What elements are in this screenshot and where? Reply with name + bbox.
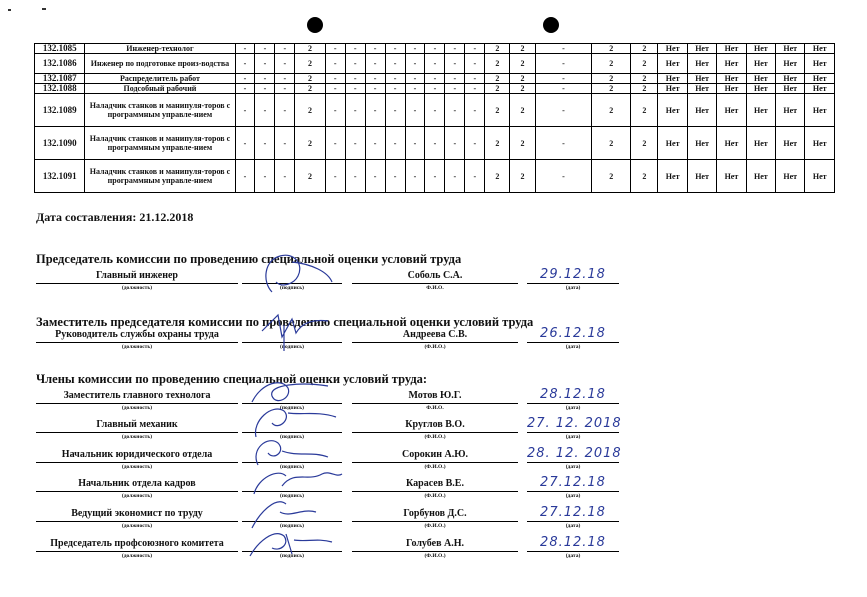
table-row: [35, 74, 835, 84]
table-cell: Нет: [658, 94, 687, 127]
table-cell: -: [275, 84, 295, 94]
table-cell: Нет: [776, 160, 805, 193]
table-row: [35, 127, 835, 160]
table-cell: Нет: [717, 84, 746, 94]
table-cell: -: [365, 84, 385, 94]
table-cell: -: [535, 160, 592, 193]
person-name: Карасев В.Е.: [406, 478, 464, 489]
deputy-title: Заместитель председателя комиссии по проведению специальной оценки условий труда: [36, 315, 534, 329]
results-table: [34, 43, 835, 193]
table-cell: 2: [295, 54, 325, 74]
table-cell: 2: [485, 54, 510, 74]
table-cell: -: [535, 74, 592, 84]
table-cell: Нет: [658, 44, 687, 54]
table-cell: Нет: [746, 94, 775, 127]
table-cell: 2: [592, 94, 631, 127]
table-cell: 2: [485, 127, 510, 160]
date-compiled: Дата составления: 21.12.2018: [36, 210, 194, 224]
table-cell: -: [465, 127, 485, 160]
table-row: [35, 44, 835, 54]
table-cell: -: [325, 74, 345, 84]
row-code: 132.1091: [35, 160, 85, 193]
person-name: Круглов В.О.: [405, 419, 465, 430]
table-cell: -: [345, 54, 365, 74]
table-cell: -: [425, 160, 445, 193]
caption-fio: (Ф.И.О.): [424, 523, 446, 529]
caption-position: (должность): [121, 523, 153, 529]
caption-date: (дата): [565, 344, 581, 350]
caption-date: (дата): [565, 464, 581, 470]
table-cell: -: [535, 127, 592, 160]
signature-image: [232, 311, 352, 359]
table-cell: Нет: [687, 44, 716, 54]
table-cell: Нет: [746, 44, 775, 54]
table-cell: Нет: [805, 54, 835, 74]
table-cell: Нет: [717, 54, 746, 74]
table-row: [35, 84, 835, 94]
table-cell: -: [235, 160, 255, 193]
table-cell: Нет: [776, 54, 805, 74]
sign-date: 29.12.18: [540, 267, 606, 282]
table-cell: 2: [510, 74, 535, 84]
table-cell: -: [425, 94, 445, 127]
table-cell: -: [235, 74, 255, 84]
table-cell: Нет: [658, 54, 687, 74]
sign-date: 28.12.18: [540, 387, 606, 402]
caption-signature: (подпись): [280, 285, 304, 291]
table-cell: -: [275, 54, 295, 74]
table-cell: 2: [295, 127, 325, 160]
table-cell: Нет: [687, 160, 716, 193]
table-cell: 2: [510, 44, 535, 54]
table-cell: -: [445, 84, 465, 94]
sign-date: 27.12.18: [540, 505, 606, 520]
caption-position: (должность): [121, 344, 153, 350]
table-cell: -: [465, 54, 485, 74]
table-cell: 2: [510, 94, 535, 127]
row-code: 132.1090: [35, 127, 85, 160]
caption-fio: Ф.И.О.: [426, 285, 444, 291]
member-signature-row: [0, 387, 867, 420]
caption-position: (должность): [121, 405, 153, 411]
members-title: Члены комиссии по проведению специальной оценки условий труда:: [36, 372, 428, 386]
sign-date: 28. 12. 2018: [527, 446, 622, 461]
table-cell: Нет: [805, 160, 835, 193]
table-cell: 2: [295, 94, 325, 127]
caption-signature: (подпись): [280, 464, 304, 470]
table-cell: Нет: [746, 84, 775, 94]
table-cell: -: [275, 127, 295, 160]
table-cell: -: [235, 54, 255, 74]
table-cell: -: [425, 74, 445, 84]
position: Заместитель главного технолога: [63, 390, 211, 401]
caption-fio: Ф.И.О.: [426, 405, 444, 411]
table-cell: -: [275, 94, 295, 127]
table-cell: -: [405, 74, 425, 84]
table-cell: 2: [631, 54, 658, 74]
table-cell: 2: [485, 84, 510, 94]
table-cell: -: [365, 74, 385, 84]
table-cell: -: [425, 54, 445, 74]
table-cell: -: [405, 54, 425, 74]
chair-title: Председатель комиссии по проведению специальной оценки условий труда: [36, 252, 462, 266]
table-cell: Нет: [717, 94, 746, 127]
table-row: [35, 160, 835, 193]
table-cell: -: [235, 94, 255, 127]
caption-date: (дата): [565, 493, 581, 499]
table-cell: -: [325, 160, 345, 193]
table-cell: Нет: [776, 94, 805, 127]
table-cell: -: [535, 84, 592, 94]
table-cell: -: [405, 44, 425, 54]
table-cell: 2: [510, 54, 535, 74]
row-job-title: Наладчик станков и манипуля-торов с программным управле-нием: [85, 160, 235, 193]
table-cell: Нет: [776, 127, 805, 160]
table-cell: -: [465, 84, 485, 94]
table-cell: -: [275, 44, 295, 54]
row-job-title: Инженер-технолог: [85, 44, 235, 54]
table-cell: -: [445, 54, 465, 74]
table-cell: 2: [485, 74, 510, 84]
caption-position: (должность): [121, 493, 153, 499]
caption-signature: (подпись): [280, 493, 304, 499]
sign-date: 27. 12. 2018: [527, 416, 622, 431]
caption-date: (дата): [565, 405, 581, 411]
table-cell: -: [325, 127, 345, 160]
caption-fio: (Ф.И.О.): [424, 553, 446, 559]
table-cell: Нет: [717, 127, 746, 160]
caption-fio: (Ф.И.О.): [424, 434, 446, 440]
table-cell: -: [255, 74, 275, 84]
person-name: Сорокин А.Ю.: [401, 449, 469, 460]
table-cell: -: [535, 94, 592, 127]
table-cell: -: [385, 84, 405, 94]
table-cell: -: [425, 84, 445, 94]
table-cell: Нет: [805, 127, 835, 160]
person-name: Мотов Ю.Г.: [408, 390, 462, 401]
punch-hole-left: [307, 17, 323, 33]
row-code: 132.1085: [35, 44, 85, 54]
table-cell: -: [365, 54, 385, 74]
sign-date: 27.12.18: [540, 475, 606, 490]
table-cell: Нет: [746, 160, 775, 193]
table-cell: 2: [592, 44, 631, 54]
table-cell: -: [445, 127, 465, 160]
table-cell: 2: [631, 127, 658, 160]
caption-position: (должность): [121, 434, 153, 440]
table-cell: -: [345, 84, 365, 94]
table-cell: -: [255, 94, 275, 127]
table-cell: -: [465, 74, 485, 84]
table-cell: Нет: [805, 94, 835, 127]
caption-signature: (подпись): [280, 434, 304, 440]
table-cell: Нет: [717, 44, 746, 54]
table-cell: Нет: [776, 44, 805, 54]
table-cell: 2: [295, 74, 325, 84]
table-cell: Нет: [717, 74, 746, 84]
caption-date: (дата): [565, 523, 581, 529]
table-cell: Нет: [805, 84, 835, 94]
caption-signature: (подпись): [280, 344, 304, 350]
table-cell: -: [445, 44, 465, 54]
position: Главный инженер: [96, 270, 178, 281]
table-cell: 2: [485, 44, 510, 54]
caption-fio: (Ф.И.О.): [424, 344, 446, 350]
table-cell: -: [465, 160, 485, 193]
table-cell: Нет: [687, 54, 716, 74]
table-cell: 2: [631, 94, 658, 127]
table-cell: -: [235, 44, 255, 54]
table-cell: Нет: [805, 74, 835, 84]
scan-mark: [8, 9, 11, 11]
member-signature-row: [0, 535, 867, 568]
table-row: [35, 94, 835, 127]
table-cell: Нет: [658, 160, 687, 193]
table-cell: Нет: [687, 94, 716, 127]
table-cell: 2: [592, 127, 631, 160]
table-cell: Нет: [687, 84, 716, 94]
row-job-title: Наладчик станков и манипуля-торов с программным управле-нием: [85, 94, 235, 127]
person-name: Голубев А.Н.: [405, 538, 465, 549]
caption-fio: (Ф.И.О.): [424, 493, 446, 499]
table-cell: 2: [485, 94, 510, 127]
table-cell: -: [275, 160, 295, 193]
deputy-signature-row: [0, 326, 867, 359]
table-cell: 2: [295, 160, 325, 193]
table-cell: Нет: [687, 127, 716, 160]
table-cell: -: [405, 127, 425, 160]
caption-signature: (подпись): [280, 523, 304, 529]
table-cell: 2: [631, 74, 658, 84]
punch-hole-right: [543, 17, 559, 33]
table-cell: -: [235, 84, 255, 94]
position: Ведущий экономист по труду: [71, 508, 203, 519]
row-code: 132.1087: [35, 74, 85, 84]
position: Начальник отдела кадров: [78, 478, 196, 489]
table-cell: -: [465, 44, 485, 54]
table-cell: -: [235, 127, 255, 160]
table-cell: -: [275, 74, 295, 84]
table-cell: 2: [510, 127, 535, 160]
caption-date: (дата): [565, 553, 581, 559]
table-cell: -: [445, 160, 465, 193]
sign-date: 26.12.18: [540, 326, 606, 341]
table-cell: 2: [631, 84, 658, 94]
table-cell: -: [405, 94, 425, 127]
table-cell: -: [345, 74, 365, 84]
table-cell: -: [405, 84, 425, 94]
chair-signature-row: [0, 267, 867, 300]
table-cell: Нет: [776, 84, 805, 94]
caption-position: (должность): [121, 464, 153, 470]
caption-signature: (подпись): [280, 553, 304, 559]
row-job-title: Инженер по подготовке произ-водства: [85, 54, 235, 74]
table-cell: -: [255, 160, 275, 193]
table-cell: -: [345, 160, 365, 193]
table-cell: -: [325, 44, 345, 54]
table-cell: -: [385, 74, 405, 84]
caption-date: (дата): [565, 285, 581, 291]
caption-position: (должность): [121, 553, 153, 559]
table-cell: Нет: [658, 84, 687, 94]
table-cell: -: [345, 44, 365, 54]
table-cell: -: [445, 74, 465, 84]
scan-mark: [42, 8, 46, 10]
caption-position: (должность): [121, 285, 153, 291]
table-cell: Нет: [717, 160, 746, 193]
person-name: Соболь С.А.: [407, 270, 463, 281]
table-cell: -: [425, 127, 445, 160]
signature-image: [232, 520, 352, 568]
table-cell: -: [345, 94, 365, 127]
table-cell: -: [365, 94, 385, 127]
person-name: Андреева С.В.: [402, 329, 468, 340]
member-signature-row: [0, 475, 867, 508]
table-cell: Нет: [658, 74, 687, 84]
table-cell: -: [385, 44, 405, 54]
caption-date: (дата): [565, 434, 581, 440]
sign-date: 28.12.18: [540, 535, 606, 550]
table-cell: 2: [510, 160, 535, 193]
position: Главный механик: [96, 419, 178, 430]
member-signature-row: [0, 505, 867, 538]
table-cell: Нет: [776, 74, 805, 84]
position: Начальник юридического отдела: [61, 449, 213, 460]
row-code: 132.1088: [35, 84, 85, 94]
position: Руководитель службы охраны труда: [55, 329, 219, 340]
position: Председатель профсоюзного комитета: [50, 538, 224, 549]
table-cell: 2: [510, 84, 535, 94]
table-cell: -: [385, 160, 405, 193]
table-cell: -: [385, 127, 405, 160]
member-signature-row: [0, 446, 867, 479]
table-cell: 2: [295, 44, 325, 54]
table-cell: -: [325, 94, 345, 127]
table-cell: Нет: [746, 74, 775, 84]
table-cell: 2: [592, 84, 631, 94]
signature-image: [232, 252, 352, 300]
table-row: [35, 54, 835, 74]
table-cell: -: [425, 44, 445, 54]
table-cell: 2: [631, 44, 658, 54]
table-cell: 2: [485, 160, 510, 193]
table-cell: 2: [631, 160, 658, 193]
table-cell: -: [255, 84, 275, 94]
table-cell: -: [325, 54, 345, 74]
table-cell: -: [365, 160, 385, 193]
table-cell: -: [385, 94, 405, 127]
table-cell: -: [465, 94, 485, 127]
table-cell: -: [365, 44, 385, 54]
caption-fio: (Ф.И.О.): [424, 464, 446, 470]
table-cell: 2: [592, 160, 631, 193]
table-cell: 2: [592, 74, 631, 84]
table-cell: Нет: [687, 74, 716, 84]
table-cell: Нет: [805, 44, 835, 54]
member-signature-row: [0, 416, 867, 449]
row-job-title: Наладчик станков и манипуля-торов с программным управле-нием: [85, 127, 235, 160]
table-cell: -: [255, 44, 275, 54]
table-cell: -: [535, 54, 592, 74]
table-cell: -: [445, 94, 465, 127]
row-code: 132.1089: [35, 94, 85, 127]
table-cell: Нет: [658, 127, 687, 160]
table-cell: -: [255, 54, 275, 74]
table-cell: -: [325, 84, 345, 94]
row-job-title: Распределитель работ: [85, 74, 235, 84]
table-cell: -: [255, 127, 275, 160]
table-cell: Нет: [746, 127, 775, 160]
person-name: Горбунов Д.С.: [403, 508, 467, 519]
caption-signature: (подпись): [280, 405, 304, 411]
row-job-title: Подсобный рабочий: [85, 84, 235, 94]
table-cell: 2: [592, 54, 631, 74]
table-cell: -: [365, 127, 385, 160]
table-cell: -: [535, 44, 592, 54]
table-cell: Нет: [746, 54, 775, 74]
row-code: 132.1086: [35, 54, 85, 74]
table-cell: 2: [295, 84, 325, 94]
table-cell: -: [405, 160, 425, 193]
table-cell: -: [385, 54, 405, 74]
table-cell: -: [345, 127, 365, 160]
